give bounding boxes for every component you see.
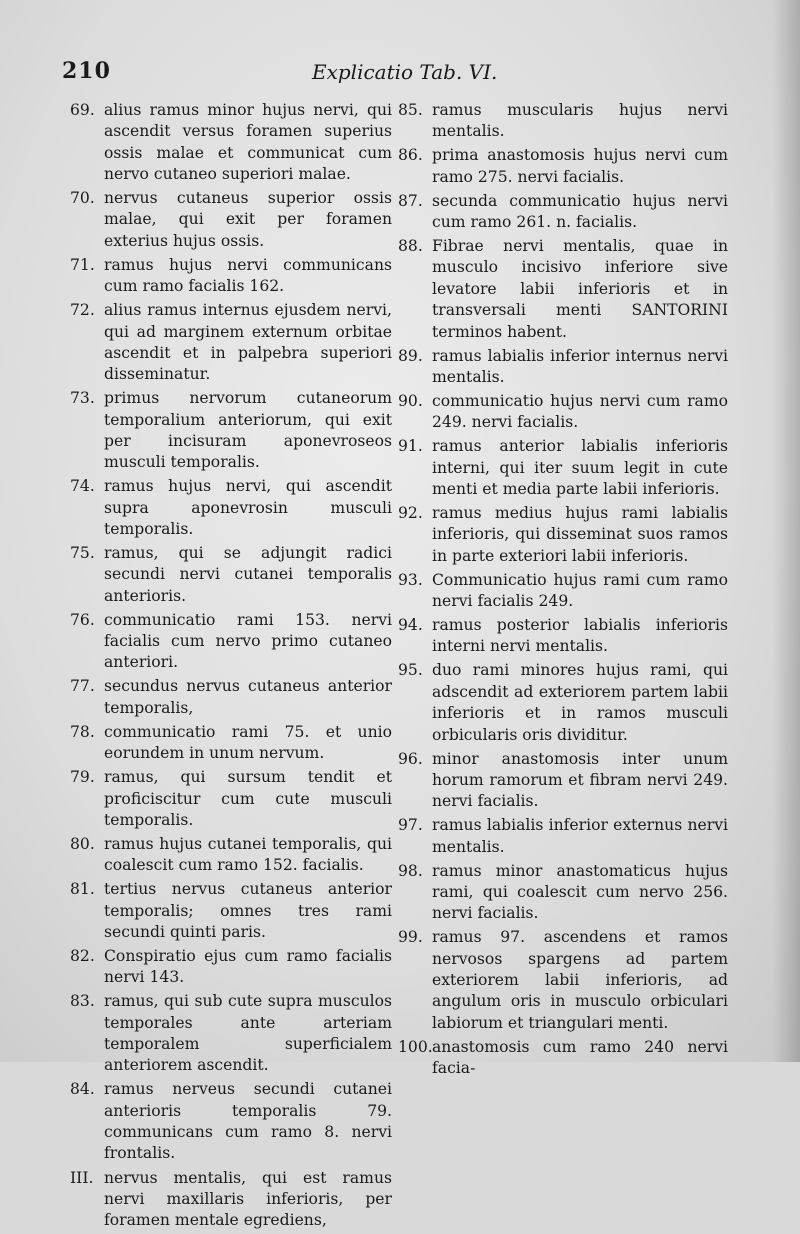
entry-text: anastomosis cum ramo 240 nervi facia- — [432, 1037, 728, 1078]
page-number: 210 — [62, 58, 111, 84]
legend-entry — [398, 861, 728, 925]
entry-number: 77. — [70, 677, 95, 696]
entry-number: 92. — [398, 504, 423, 522]
legend-entry — [70, 676, 392, 719]
entry-text: primus nervorum cutaneorum temporalium anteriorum, qui exit per incisuram aponevroseos musculi temporalis. — [104, 389, 392, 472]
legend-entry — [398, 927, 728, 1034]
entry-number: 70. — [70, 189, 95, 208]
entry-number: 75. — [70, 544, 95, 562]
legend-entry — [70, 1079, 392, 1164]
entry-number: 95. — [398, 661, 423, 680]
entry-number: 89. — [398, 346, 423, 365]
entry-number: 90. — [398, 391, 423, 410]
entry-number: 80. — [70, 834, 95, 853]
entry-text: prima anastomosis hujus nervi cum ramo 275. nervi facialis. — [432, 146, 728, 186]
legend-entry — [398, 749, 728, 813]
legend-entry — [398, 236, 728, 343]
entry-text: communicatio rami 153. nervi facialis cum nervo primo cutaneo anteriori. — [104, 610, 392, 672]
entry-number: 85. — [398, 101, 423, 119]
entry-text: ramus hujus nervi communicans cum ramo facialis 162. — [104, 255, 392, 296]
legend-entry — [70, 388, 392, 473]
legend-entry — [398, 1037, 728, 1080]
entry-text: tertius nervus cutaneus anterior temporalis; omnes tres rami secundi quinti paris. — [104, 880, 392, 941]
entry-text: ramus muscularis hujus nervi mentalis. — [432, 101, 728, 141]
entry-text: ramus labialis inferior externus nervi mentalis. — [432, 816, 728, 856]
entry-number: 73. — [70, 389, 95, 408]
entry-text: ramus, qui sub cute supra musculos temporales ante arteriam temporalem superficialem anteriorem ascendit. — [104, 992, 392, 1075]
entry-text: ramus posterior labialis inferioris interni nervi mentalis. — [432, 616, 728, 656]
legend-entry — [398, 100, 728, 143]
legend-entry — [70, 946, 392, 989]
legend-entry — [398, 503, 728, 567]
entry-number: 71. — [70, 255, 95, 274]
legend-entry — [70, 255, 392, 298]
entry-text: Conspiratio ejus cum ramo facialis nervi 143. — [104, 947, 392, 987]
legend-entry — [70, 834, 392, 877]
entry-number: 97. — [398, 816, 423, 835]
entry-number: III. — [70, 1168, 94, 1187]
legend-entry — [398, 615, 728, 658]
legend-entry — [70, 188, 392, 252]
entry-text: communicatio hujus nervi cum ramo 249. nervi facialis. — [432, 391, 728, 432]
legend-entry — [70, 767, 392, 831]
entry-text: secunda communicatio hujus nervi cum ramo 261. n. facialis. — [432, 191, 728, 232]
entry-text: duo rami minores hujus rami, qui adscendit ad exteriorem partem labii inferioris et in ramos musculi orbicularis oris dividitur. — [432, 661, 728, 744]
legend-entry — [398, 815, 728, 858]
entry-text: alius ramus minor hujus nervi, qui ascendit versus foramen superius ossis malae et communicat cum nervo cutaneo superiori malae. — [104, 101, 392, 184]
entry-number: 74. — [70, 477, 95, 496]
legend-entry — [398, 145, 728, 188]
legend-entry — [70, 991, 392, 1076]
entry-number: 100. — [398, 1037, 433, 1056]
entry-text: nervus mentalis, qui est ramus nervi maxillaris inferioris, per foramen mentale egrediens, — [104, 1168, 392, 1230]
entry-text: ramus hujus cutanei temporalis, qui coalescit cum ramo 152. facialis. — [104, 834, 392, 875]
legend-entry — [70, 100, 392, 185]
entry-number: 79. — [70, 768, 95, 787]
legend-entry — [398, 436, 728, 500]
entry-number: 83. — [70, 992, 95, 1011]
entry-number: 81. — [70, 880, 95, 899]
entry-text: ramus anterior labialis inferioris interni, qui iter suum legit in cute menti et media parte labii inferioris. — [432, 437, 728, 498]
entry-number: 88. — [398, 237, 423, 256]
page-header — [62, 58, 782, 88]
entry-text: ramus, qui sursum tendit et proficiscitur cum cute musculi temporalis. — [104, 768, 392, 829]
entry-text: ramus medius hujus rami labialis inferioris, qui disseminat suos ramos in parte exteriori labii inferioris. — [432, 504, 728, 565]
legend-entry — [70, 610, 392, 674]
entry-number: 76. — [70, 610, 95, 629]
entry-text: ramus nerveus secundi cutanei anterioris temporalis 79. communicans cum ramo 8. nervi frontalis. — [104, 1080, 392, 1163]
entry-number: 78. — [70, 722, 95, 741]
entry-number: 84. — [70, 1080, 95, 1099]
entry-text: Fibrae nervi mentalis, quae in musculo incisivo inferiore sive levatore labii inferioris et in transversali menti SANTORINI terminos habent. — [432, 237, 728, 341]
legend-entry — [70, 543, 392, 607]
entry-number: 86. — [398, 146, 423, 165]
entry-text: ramus labialis inferior internus nervi mentalis. — [432, 346, 728, 386]
legend-entry — [70, 1168, 392, 1232]
legend-entry — [398, 570, 728, 613]
legend-entry — [70, 300, 392, 385]
entry-number: 98. — [398, 861, 423, 880]
entry-text: alius ramus internus ejusdem nervi, qui ad marginem externum orbitae ascendit et in palpebra superiori disseminatur. — [104, 301, 392, 384]
legend-entry — [70, 476, 392, 540]
entry-text: minor anastomosis inter unum horum ramorum et fibram nervi 249. nervi facialis. — [432, 749, 728, 811]
legend-entry — [70, 722, 392, 765]
entry-number: 91. — [398, 437, 423, 456]
left-column — [70, 100, 392, 1234]
entry-number: 69. — [70, 101, 95, 119]
legend-entry — [70, 879, 392, 943]
legend-entry — [398, 346, 728, 389]
entry-number: 82. — [70, 947, 95, 965]
entry-number: 96. — [398, 749, 423, 768]
legend-entry — [398, 391, 728, 434]
entry-number: 99. — [398, 928, 423, 947]
entry-text: secundus nervus cutaneus anterior temporalis, — [104, 677, 392, 717]
legend-entry — [398, 191, 728, 234]
entry-text: ramus 97. ascendens et ramos nervosos spargens ad partem exteriorem labii inferioris, ad angulum oris in musculo orbiculari labiorum et triangulari menti. — [432, 928, 728, 1032]
entry-number: 87. — [398, 191, 423, 210]
entry-number: 72. — [70, 301, 95, 320]
entry-text: communicatio rami 75. et unio eorundem in unum nervum. — [104, 722, 392, 763]
legend-entry — [398, 660, 728, 745]
entry-number: 94. — [398, 616, 423, 635]
entry-text: ramus hujus nervi, qui ascendit supra aponevrosin musculi temporalis. — [104, 477, 392, 538]
right-column — [398, 100, 728, 1082]
entry-text: ramus, qui se adjungit radici secundi nervi cutanei temporalis anterioris. — [104, 544, 392, 605]
entry-text: ramus minor anastomaticus hujus rami, qui coalescit cum nervo 256. nervi facialis. — [432, 861, 728, 923]
running-title: Explicatio Tab. VI. — [312, 60, 498, 84]
entry-number: 93. — [398, 570, 423, 589]
entry-text: nervus cutaneus superior ossis malae, qui exit per foramen exterius hujus ossis. — [104, 189, 392, 250]
entry-text: Communicatio hujus rami cum ramo nervi facialis 249. — [432, 570, 728, 611]
